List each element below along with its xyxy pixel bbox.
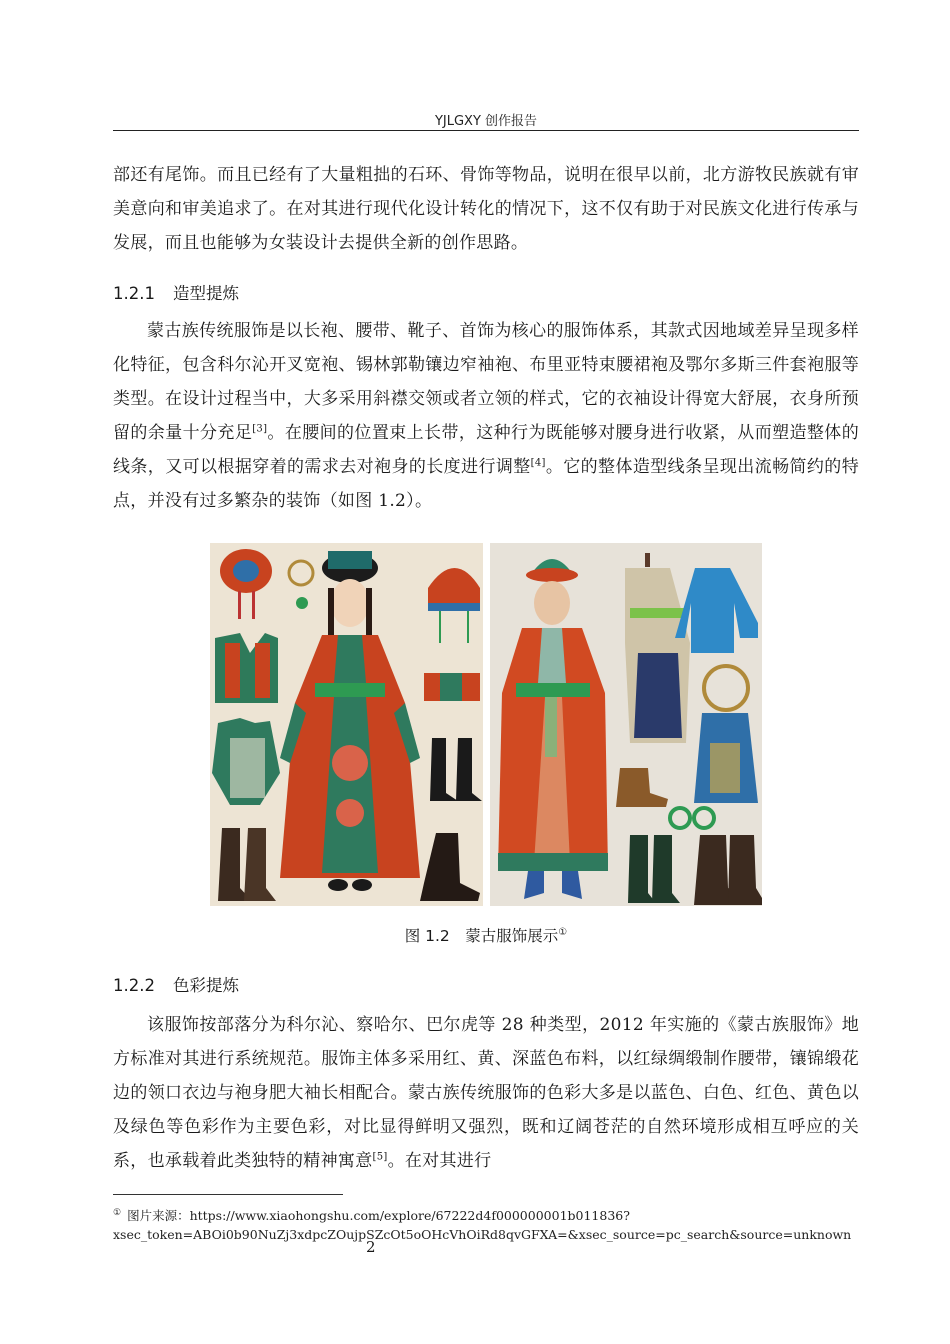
intro-paragraph: 部还有尾饰。而且已经有了大量粗拙的石环、骨饰等物品，说明在很早以前，北方游牧民族就有审美意向和审美追求了。在对其进行现代化设计转化的情况下，这不仅有助于对民族文化进行传承与发展，而且也能够为女装设计去提供全新的创作思路。 bbox=[113, 165, 859, 253]
section-title: 造型提炼 bbox=[173, 284, 239, 303]
section-title: 色彩提炼 bbox=[173, 976, 239, 995]
color-paragraph bbox=[113, 1008, 859, 1178]
figure-caption bbox=[113, 924, 859, 946]
header-rule bbox=[113, 130, 859, 131]
running-header: YJLGXY 创作报告 bbox=[434, 114, 538, 129]
section-number: 1.2.1 bbox=[113, 284, 155, 303]
text-run: 。在对其进行 bbox=[387, 1151, 492, 1171]
text-run: 该服饰按部落分为科尔沁、察哈尔、巴尔虎等 28 种类型，2012 年实施的《蒙古族服饰》地方标准对其进行系统规范。服饰主体多采用红、黄、深蓝色布料，以红绿绸缎制作腰带，镶锦缎花边的领口衣边与袍身肥大袖长相配合。蒙古族传统服饰的色彩大多是以蓝色、白色、红色、黄色以及绿色等色彩作为主要色彩，对比显得鲜明又强烈，既和辽阔苍茫的自然环境形成相互呼应的关系，也承载着此类独特的精神寓意 bbox=[113, 1015, 859, 1171]
figure-image-female-costume bbox=[210, 543, 483, 906]
text-run: 蒙古族传统服饰是以长袍、腰带、靴子、首饰为核心的服饰体系，其款式因地域差异呈现多样化特征，包含科尔沁开叉宽袍、锡林郭勒镶边窄袖袍、布里亚特束腰裙袍及鄂尔多斯三件套袍服等类型。在设计过程当中，大多采用斜襟交领或者立领的样式，它的衣袖设计得宽大舒展，衣身所预留的余量十分充足 bbox=[113, 321, 859, 443]
footnote-ref[interactable]: ① bbox=[558, 926, 568, 938]
section-heading-1-2-2 bbox=[113, 972, 239, 996]
section-number: 1.2.2 bbox=[113, 976, 155, 995]
caption-text: 图 1.2 蒙古服饰展示 bbox=[404, 927, 559, 945]
section-heading-1-2-1 bbox=[113, 280, 239, 304]
footnote bbox=[113, 1204, 873, 1244]
female-costume-illustration bbox=[210, 543, 483, 906]
figure-image-male-costume bbox=[490, 543, 762, 906]
footnote-line-2[interactable]: xsec_token=ABOi0b90NuZj3xdpcZOujpSZcOt5oOHcVhOiRd8qvGFXA=&xsec_source=pc_search&source=unknown bbox=[113, 1227, 852, 1243]
male-costume-illustration bbox=[490, 543, 762, 906]
shape-paragraph bbox=[113, 314, 859, 518]
citation-ref[interactable]: [5] bbox=[372, 1151, 388, 1163]
text-run: 。它的整体造型线条呈现出流畅简约的特点，并没有过多繁杂的装饰（如图 1.2）。 bbox=[113, 457, 859, 511]
page-number: 2 bbox=[366, 1238, 376, 1256]
citation-ref[interactable]: [4] bbox=[530, 457, 546, 469]
footnote-mark: ① bbox=[113, 1208, 122, 1218]
footnote-line-1[interactable]: 图片来源：https://www.xiaohongshu.com/explore/67222d4f000000001b011836? bbox=[127, 1208, 630, 1224]
text-run: 。在腰间的位置束上长带，这种行为既能够对腰身进行收紧，从而塑造整体的线条，又可以根据穿着的需求去对袍身的长度进行调整 bbox=[113, 423, 860, 477]
footnote-rule bbox=[113, 1194, 343, 1195]
citation-ref[interactable]: [3] bbox=[252, 423, 268, 435]
